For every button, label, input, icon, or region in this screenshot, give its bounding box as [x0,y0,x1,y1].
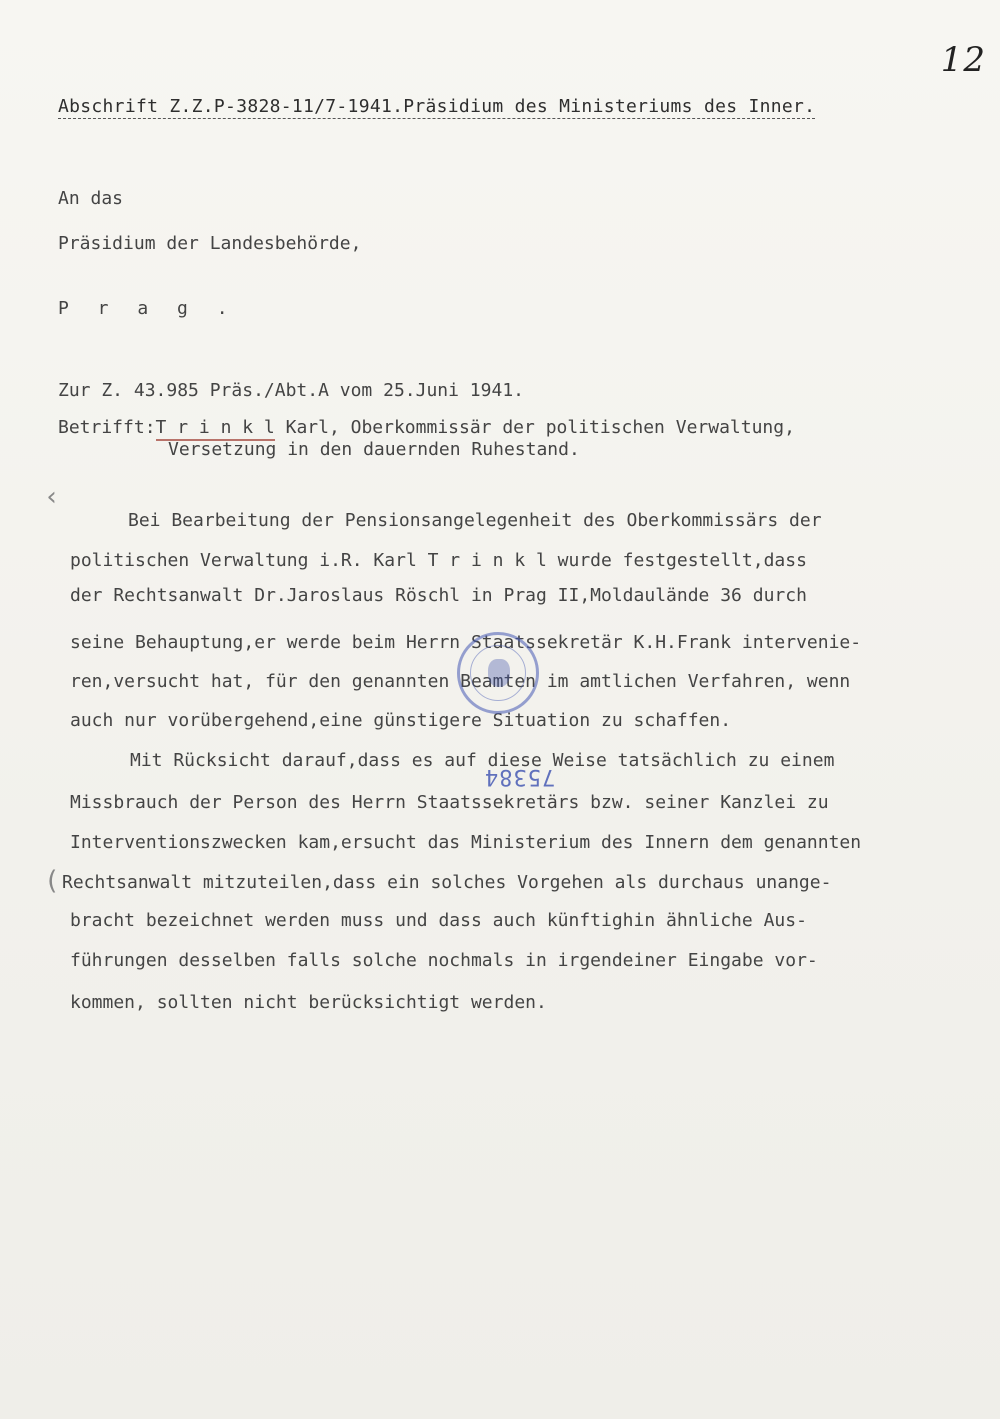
body-p1-line-5: ren,versucht hat, für den genannten Beamten im amtlichen Verfahren, wenn [70,671,851,692]
stamp-emblem-icon [488,659,510,687]
margin-mark: ‹ [44,482,60,512]
body-p2-line-6: führungen desselben falls solche nochmals in irgendeiner Eingabe vor- [70,950,818,971]
subject-line-1-rest: Karl, Oberkommissär der politischen Verwaltung, [274,417,795,438]
body-p1-line-2: politischen Verwaltung i.R. Karl T r i n k l wurde festgestellt,dass [70,550,807,571]
address-city: P r a g . [58,298,237,319]
subject-name: T r i n k l [156,417,275,441]
document-heading: Abschrift Z.Z.P-3828-11/7-1941.Präsidium des Ministeriums des Inner. [58,96,816,117]
body-p1-line-3: der Rechtsanwalt Dr.Jaroslaus Röschl in Prag II,Moldaulände 36 durch [70,585,807,606]
body-p2-line-4: Rechtsanwalt mitzuteilen,dass ein solches Vorgehen als durchaus unange- [62,872,832,893]
address-line-1: An das [58,188,124,209]
body-p1-line-6: auch nur vorübergehend,eine günstigere Situation zu schaffen. [70,710,732,731]
body-p2-line-7: kommen, sollten nicht berücksichtigt werden. [70,992,547,1013]
body-p1-line-4: seine Behauptung,er werde beim Herrn Staatssekretär K.H.Frank intervenie- [70,632,862,653]
address-line-2: Präsidium der Landesbehörde, [58,233,362,254]
subject-line-2: Versetzung in den dauernden Ruhestand. [168,439,580,460]
body-p2-line-5: bracht bezeichnet werden muss und dass auch künftighin ähnliche Aus- [70,910,807,931]
stamp-reference-number: 75384 [484,764,556,789]
body-p1-line-1: Bei Bearbeitung der Pensionsangelegenheit des Oberkommissärs der [128,510,822,531]
reference-line: Zur Z. 43.985 Präs./Abt.A vom 25.Juni 1941. [58,380,524,401]
subject-line-1 [58,417,795,438]
margin-paren: ( [44,866,60,896]
body-p2-line-1: Mit Rücksicht darauf,dass es auf diese Weise tatsächlich zu einem [130,750,835,771]
subject-label: Betrifft: [58,417,156,438]
page-number: 12 [940,40,986,80]
official-stamp [457,632,539,714]
body-p2-line-3: Interventionszwecken kam,ersucht das Ministerium des Innern dem genannten [70,832,862,853]
body-p2-line-2: Missbrauch der Person des Herrn Staatssekretärs bzw. seiner Kanzlei zu [70,792,829,813]
